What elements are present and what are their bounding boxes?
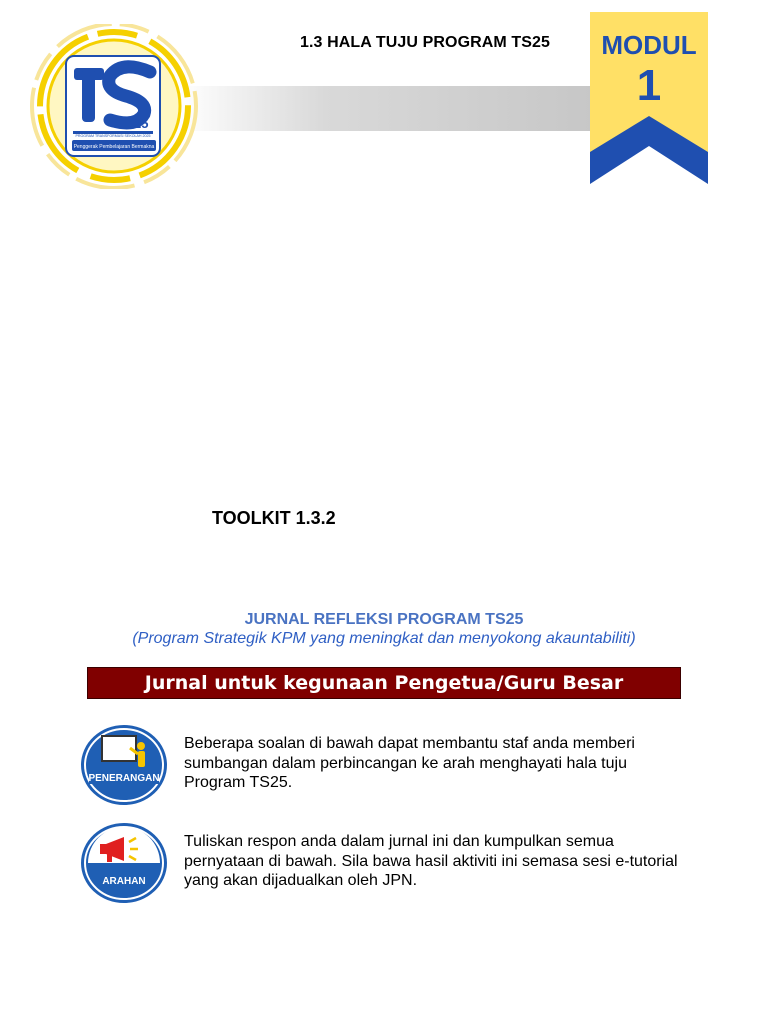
ts25-logo [26,24,206,189]
section-title: 1.3 HALA TUJU PROGRAM TS25 [300,34,551,51]
badge-label-penerangan: PENERANGAN [88,773,160,784]
jurnal-subtitle: (Program Strategik KPM yang meningkat dan menyokong akauntabiliti) [132,630,636,647]
presenter-icon [80,724,168,806]
jurnal-title: JURNAL REFLEKSI PROGRAM TS25 [244,611,524,628]
module-number: 1 [636,61,662,110]
usage-banner-text: Jurnal untuk kegunaan Pengetua/Guru Besar [144,672,624,694]
logo-tagline: Penggerak Pembelajaran Bermakna [73,144,155,150]
module-ribbon [588,12,710,186]
arahan-text: Tuliskan respon anda dalam jurnal ini dan kumpulkan semua pernyataan di bawah. Sila bawa hasil aktiviti ini semasa sesi e-tutorial yang akan dijadualkan oleh JPN. [184,833,678,889]
logo-mark-suffix: 25 [134,116,149,131]
logo-caption: PROGRAM TRANSFORMASI SEKOLAH 2025 [75,134,151,138]
header-band [180,86,592,131]
usage-banner [87,667,681,699]
module-label: MODUL [601,30,697,60]
megaphone-icon [80,822,168,904]
toolkit-title: TOOLKIT 1.3.2 [212,508,336,528]
penerangan-text: Beberapa soalan di bawah dapat membantu staf anda memberi sumbangan dalam perbincangan ke arah menghayati hala tuju Program TS25. [184,735,635,791]
badge-label-arahan: ARAHAN [102,876,146,887]
